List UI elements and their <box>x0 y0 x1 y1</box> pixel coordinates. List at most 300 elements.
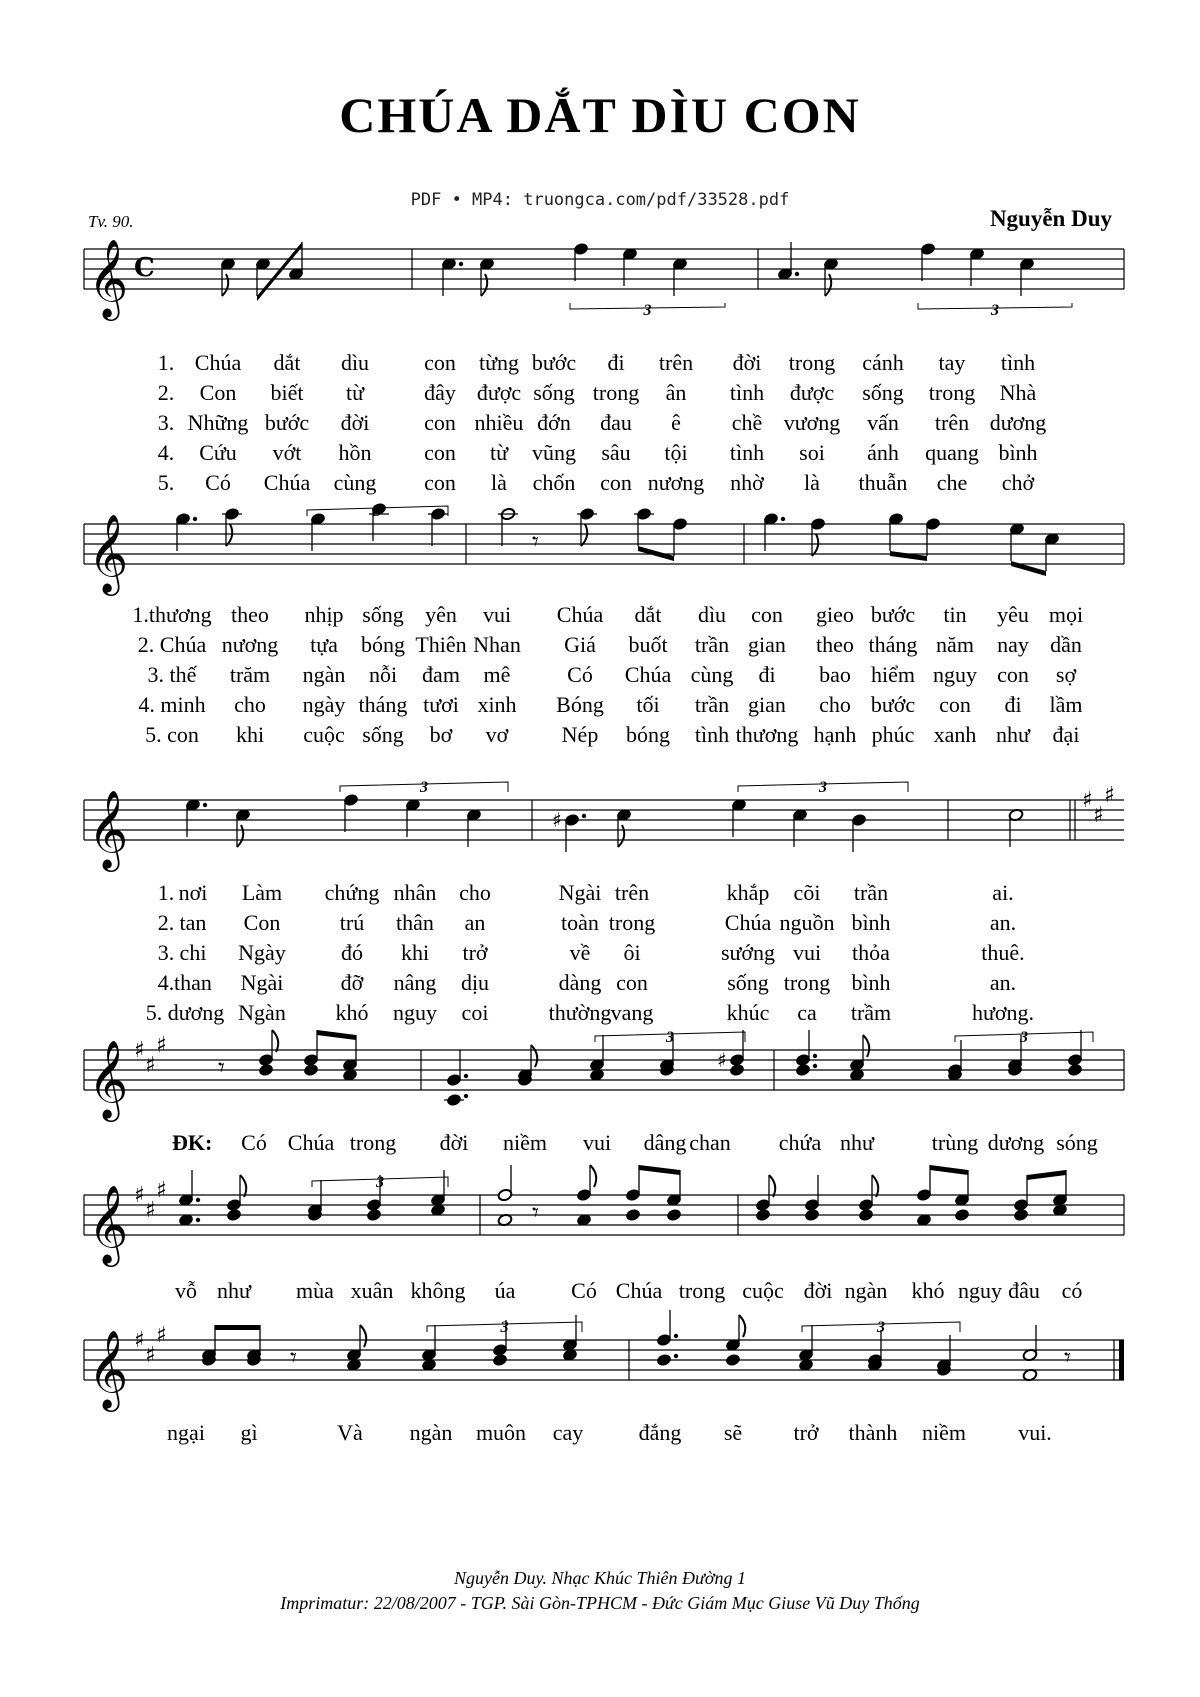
lyric-word: đời <box>803 1278 833 1303</box>
lyric-word: đâu <box>1008 1278 1040 1303</box>
lyric-word: ê <box>671 410 681 435</box>
lyric-word: Bóng <box>556 692 604 717</box>
lyric-word: Làm <box>241 880 283 905</box>
triplet-number: 3 <box>373 503 382 520</box>
verse-2-line-1 <box>0 380 1200 410</box>
lyric-word: yêu <box>997 602 1029 627</box>
note-flag <box>825 274 831 296</box>
augmentation-dot <box>674 1334 678 1338</box>
lyric-word: chi <box>179 940 207 965</box>
lyric-word: nương <box>221 632 279 657</box>
notehead <box>258 1063 273 1076</box>
lyric-word: bóng <box>361 632 405 657</box>
note-flag <box>222 274 228 296</box>
eighth-rest-icon: 𝄾 <box>218 1053 225 1083</box>
triplet-number: 3 <box>500 1319 509 1336</box>
verse-1-line-2 <box>0 602 1200 632</box>
footer-imprimatur: Imprimatur: 22/08/2007 - TGP. Sài Gòn-TPHCM - Đức Giám Mục Giuse Vũ Duy Thống <box>280 1593 920 1613</box>
note-beam <box>930 1165 968 1175</box>
note-flag <box>618 825 624 847</box>
key-sharp-icon: ♯ <box>1082 788 1093 813</box>
lyric-word: trầm <box>850 1000 892 1025</box>
lyric-word: Ngài <box>240 970 284 995</box>
lyric-word: đam <box>422 662 460 687</box>
triplet-number: 3 <box>1020 1029 1028 1046</box>
lyric-word: vỗ <box>175 1278 197 1303</box>
lyric-word: than <box>174 970 212 995</box>
lyric-word: sẽ <box>723 1420 743 1445</box>
lyric-word: nguy <box>393 1000 437 1025</box>
key-sharp-icon: ♯ <box>145 1343 156 1368</box>
lyric-word: cay <box>552 1420 584 1445</box>
lyric-word: sống <box>727 970 769 995</box>
lyric-word: thương <box>735 722 799 747</box>
lyric-word: tươi <box>423 692 459 717</box>
lyric-word: sống <box>362 722 404 747</box>
lyric-word: tình <box>694 722 730 747</box>
lyric-word: dương <box>987 1130 1045 1155</box>
lyric-word: Chúa <box>615 1278 663 1303</box>
verse-2-line-3 <box>0 910 1200 940</box>
lyric-word: bao <box>819 662 851 687</box>
augmentation-dot <box>795 272 799 276</box>
triplet-number: 3 <box>420 779 428 796</box>
notehead <box>366 1208 381 1221</box>
notehead <box>804 1208 819 1221</box>
lyric-word: xinh <box>477 692 517 717</box>
lyric-word: gian <box>748 632 786 657</box>
lyric-word: nơi <box>178 880 208 905</box>
lyric-word: tay <box>938 350 966 375</box>
key-sharp-icon: ♯ <box>1093 803 1104 828</box>
lyric-word: Con <box>199 380 237 405</box>
notehead <box>729 1063 744 1076</box>
triplet-number: 3 <box>376 1174 384 1191</box>
lyric-word: trở <box>793 1420 819 1445</box>
lyric-word: dìu <box>697 602 727 627</box>
lyric-word: chề <box>731 410 763 435</box>
time-signature: C <box>134 253 155 283</box>
lyric-word: trú <box>339 910 365 935</box>
lyric-word: gì <box>240 1420 258 1445</box>
lyric-word: trong <box>678 1278 726 1303</box>
augmentation-dot <box>464 1074 468 1078</box>
lyric-word: đi <box>1004 692 1022 717</box>
lyric-word: Chúa <box>194 350 242 375</box>
lyric-word: nhân <box>393 880 437 905</box>
lyric-word: trên <box>934 410 970 435</box>
lyric-word: Có <box>571 1278 597 1303</box>
lyric-word: ai. <box>992 880 1014 905</box>
lyric-word: Thiên <box>415 632 467 657</box>
lyric-word: con <box>616 970 648 995</box>
lyric-word: ngại <box>167 1420 205 1445</box>
lyric-word: khúc <box>726 1000 770 1025</box>
lyric-word: tình <box>1000 350 1036 375</box>
lyric-word: nương <box>647 470 705 495</box>
psalm-reference: Tv. 90. <box>88 212 134 231</box>
lyric-word: là <box>491 470 507 495</box>
verse-1-line-1 <box>0 350 1200 380</box>
lyric-word: dàng <box>558 970 602 995</box>
lyric-word: như <box>217 1278 251 1303</box>
lyric-word: từ <box>345 380 365 405</box>
augmentation-dot <box>196 1198 200 1202</box>
lyric-word: bình <box>851 970 891 995</box>
lyric-word: có <box>1061 1278 1083 1303</box>
lyric-word: Ngày <box>238 940 286 965</box>
lyric-word: tình <box>729 380 765 405</box>
lyric-word: lầm <box>1049 692 1083 717</box>
note-flag <box>581 524 587 546</box>
lyric-word: ca <box>797 1000 817 1025</box>
note-flag <box>812 534 818 556</box>
note-flag <box>272 1030 278 1052</box>
lyric-word: sống <box>533 380 575 405</box>
note-beam <box>1027 1170 1066 1180</box>
lyric-word: đi <box>607 350 625 375</box>
lyric-word: soi <box>799 440 825 465</box>
lyric-word: 4. minh <box>138 692 206 717</box>
lyric-word: trùng <box>931 1130 979 1155</box>
lyric-word: coi <box>461 1000 489 1025</box>
lyric-word: tối <box>636 692 660 717</box>
lyric-word: đại <box>1052 722 1080 747</box>
lyric-word: Cứu <box>199 440 237 465</box>
lyric-word: Nép <box>561 722 599 747</box>
notehead <box>954 1208 969 1221</box>
verse-3-line-3 <box>0 940 1200 970</box>
lyric-word: bình <box>851 910 891 935</box>
lyric-word: Và <box>337 1420 363 1445</box>
lyric-word: được <box>789 380 835 405</box>
lyric-word: đỡ <box>340 970 364 995</box>
lyric-word: cánh <box>862 350 904 375</box>
triplet-number: 3 <box>991 302 999 319</box>
lyric-word: khó <box>335 1000 369 1025</box>
verse-3-line-2 <box>0 662 1200 692</box>
lyric-word: được <box>476 380 522 405</box>
lyric-word: vớt <box>272 440 302 465</box>
lyric-word: nay <box>997 632 1029 657</box>
lyric-word: hạnh <box>813 722 857 747</box>
lyric-word: con <box>751 602 783 627</box>
lyric-word: thỏa <box>852 940 890 965</box>
lyric-word: khắp <box>726 880 770 905</box>
lyric-word: con <box>424 350 456 375</box>
lyric-word: vấn <box>867 410 899 435</box>
song-title: CHÚA DẮT DÌU CON <box>339 87 861 143</box>
lyric-word: cuộc <box>303 722 345 747</box>
note-flag <box>739 1315 745 1337</box>
lyric-word: hương. <box>971 1000 1035 1025</box>
lyric-word: toàn <box>561 910 599 935</box>
verse-5-line-2 <box>0 722 1200 752</box>
lyric-word: trên <box>658 350 694 375</box>
note-beam <box>1011 561 1046 576</box>
key-sharp-icon: ♯ <box>156 1323 167 1348</box>
note-flag <box>226 524 232 546</box>
key-sharp-icon: ♯ <box>134 1328 145 1353</box>
lyric-word: dần <box>1050 632 1082 657</box>
lyric-word: ngàn <box>409 1420 453 1445</box>
lyric-word: tin <box>943 602 967 627</box>
key-sharp-icon: ♯ <box>134 1038 145 1063</box>
lyric-word: con <box>424 440 456 465</box>
lyric-word: 3. <box>157 410 175 435</box>
lyric-word: úa <box>494 1278 516 1303</box>
notehead <box>1013 1208 1028 1221</box>
staff-system-2 <box>0 484 1200 604</box>
lyric-word: an <box>464 910 486 935</box>
lyric-word: xuân <box>350 1278 394 1303</box>
lyric-word: dắt <box>634 602 662 627</box>
lyric-word: tội <box>664 440 688 465</box>
lyric-word: ngày <box>302 692 346 717</box>
lyric-word: theo <box>816 632 854 657</box>
key-sharp-icon: ♯ <box>145 1198 156 1223</box>
lyric-word: chở <box>1001 470 1035 495</box>
augmentation-dot <box>781 517 785 521</box>
verse-4-line-2 <box>0 692 1200 722</box>
lyric-word: vui <box>482 602 512 627</box>
lyric-word: Những <box>187 410 249 435</box>
lyric-word: thân <box>396 910 434 935</box>
notehead <box>492 1353 507 1366</box>
lyric-word: từng <box>478 350 520 375</box>
lyric-word: dâng <box>643 1130 687 1155</box>
lyric-word: từ <box>489 440 509 465</box>
lyric-word: vui <box>792 940 822 965</box>
lyric-word: Giá <box>564 632 596 657</box>
triplet-number: 3 <box>819 779 827 796</box>
lyric-word: Ngàn <box>238 1000 286 1025</box>
lyric-word: gian <box>748 692 786 717</box>
lyric-word: 4. <box>157 970 175 995</box>
lyric-word: bước <box>870 692 916 717</box>
lyric-word: đời <box>732 350 762 375</box>
lyric-word: hiểm <box>871 662 915 687</box>
triplet-number: 3 <box>877 1319 885 1336</box>
augmentation-dot <box>193 517 197 521</box>
lyric-word: năm <box>936 632 974 657</box>
footer-credit: Nguyễn Duy. Nhạc Khúc Thiên Đường 1 <box>454 1568 746 1588</box>
lyric-word: sướng <box>720 940 776 965</box>
lyric-word: khó <box>911 1278 945 1303</box>
lyric-word: vơ <box>485 722 509 747</box>
lyric-word: muôn <box>475 1420 527 1445</box>
lyric-word: trong <box>928 380 976 405</box>
refrain-line-3 <box>0 1420 1200 1450</box>
lyric-word: vũng <box>532 440 576 465</box>
staff-system-6 <box>0 1300 1200 1420</box>
lyric-word: ngàn <box>302 662 346 687</box>
lyric-word: bước <box>264 410 310 435</box>
notehead <box>666 1208 681 1221</box>
lyric-word: 3. thế <box>147 662 197 687</box>
final-barline <box>1119 1340 1124 1380</box>
lyric-word: sống <box>862 380 904 405</box>
lyric-word: Nhà <box>999 380 1037 405</box>
lyric-word: con <box>424 470 456 495</box>
lyric-word: sống <box>362 602 404 627</box>
lyric-word: chứng <box>324 880 380 905</box>
lyric-word: Có <box>567 662 593 687</box>
treble-clef-icon: 𝄞 <box>88 514 129 593</box>
lyric-word: trong <box>608 910 656 935</box>
lyric-word: 2. <box>157 380 175 405</box>
lyric-word: khi <box>235 722 265 747</box>
augmentation-dot <box>813 1064 817 1068</box>
note-flag <box>769 1175 775 1197</box>
source-link[interactable]: PDF • MP4: truongca.com/pdf/33528.pdf <box>410 190 790 210</box>
notehead <box>795 1063 810 1076</box>
lyric-word: nguy <box>933 662 977 687</box>
lyric-word: chốn <box>532 470 576 495</box>
lyric-word: bơ <box>429 722 453 747</box>
lyric-word: con <box>600 470 632 495</box>
treble-clef-icon: 𝄞 <box>88 1185 129 1264</box>
verse-5-line-1 <box>0 470 1200 500</box>
lyric-word: ánh <box>867 440 899 465</box>
lyric-word: nỗi <box>368 662 398 687</box>
lyric-word: trên <box>614 880 650 905</box>
sharp-accidental-icon: ♯ <box>717 1048 727 1072</box>
lyric-word: 3. <box>157 940 175 965</box>
lyric-word: đắng <box>638 1420 682 1445</box>
lyric-word: yên <box>425 602 457 627</box>
lyric-word: về <box>569 940 591 965</box>
lyric-word: trần <box>853 880 889 905</box>
lyric-word: sóng <box>1056 1130 1098 1155</box>
augmentation-dot <box>459 262 463 266</box>
treble-clef-icon: 𝄞 <box>88 239 129 318</box>
augmentation-dot <box>203 803 207 807</box>
lyric-word: ân <box>665 380 687 405</box>
lyric-word: là <box>804 470 820 495</box>
note-beam <box>639 1165 680 1175</box>
lyric-word: khi <box>400 940 430 965</box>
lyric-word: chan <box>689 1130 731 1155</box>
key-sharp-icon: ♯ <box>145 1053 156 1078</box>
lyric-word: 2. <box>157 910 175 935</box>
lyric-word: con <box>997 662 1029 687</box>
lyric-word: thuẫn <box>858 470 908 495</box>
sharp-accidental-icon: ♯ <box>552 808 562 832</box>
verse-1-line-3 <box>0 880 1200 910</box>
lyric-word: Chúa <box>287 1130 335 1155</box>
lyric-word: nhờ <box>730 470 764 495</box>
lyric-word: trong <box>349 1130 397 1155</box>
lyric-word: bước <box>531 350 577 375</box>
lyric-word: Có <box>205 470 231 495</box>
note-beam <box>890 551 927 561</box>
lyric-word: che <box>936 470 968 495</box>
augmentation-dot <box>196 1218 200 1222</box>
lyric-word: 1.thương <box>132 602 212 627</box>
lyric-word: bình <box>998 440 1038 465</box>
treble-clef-icon: 𝄞 <box>88 1040 129 1119</box>
lyric-word: sợ <box>1055 662 1077 687</box>
lyric-word: chứa <box>778 1130 822 1155</box>
lyric-word: đời <box>439 1130 469 1155</box>
lyric-word: Ngài <box>558 880 602 905</box>
treble-clef-icon: 𝄞 <box>88 1330 129 1409</box>
notehead <box>725 1353 740 1366</box>
lyric-word: 1. <box>157 880 175 905</box>
augmentation-dot <box>674 1354 678 1358</box>
note-flag <box>360 1325 366 1347</box>
lyric-word: cuộc <box>742 1278 784 1303</box>
lyric-word: ôi <box>623 940 641 965</box>
lyric-word: ngàn <box>844 1278 888 1303</box>
lyric-word: như <box>996 722 1030 747</box>
key-sharp-icon: ♯ <box>156 1033 167 1058</box>
lyric-word: buốt <box>628 632 668 657</box>
lyric-word: cho <box>234 692 266 717</box>
lyric-word: quang <box>925 440 979 465</box>
eighth-rest-icon: 𝄾 <box>290 1343 297 1373</box>
note-flag <box>872 1175 878 1197</box>
lyric-word: trở <box>462 940 488 965</box>
lyric-word: an. <box>989 970 1017 995</box>
notehead <box>303 1063 318 1076</box>
lyric-word: con <box>424 410 456 435</box>
lyric-word: theo <box>231 602 269 627</box>
lyric-word: cõi <box>793 880 821 905</box>
lyric-word: phúc <box>871 722 915 747</box>
lyric-word: nhiều <box>474 410 524 435</box>
key-sharp-icon: ♯ <box>134 1183 145 1208</box>
lyric-word: Chúa <box>556 602 604 627</box>
lyric-word: 5. con <box>145 722 199 747</box>
lyric-word: vương <box>783 410 841 435</box>
eighth-rest-icon: 𝄾 <box>532 527 539 557</box>
lyric-word: thường <box>548 1000 612 1025</box>
lyric-word: cho <box>819 692 851 717</box>
lyric-word: mọi <box>1048 602 1084 627</box>
lyric-word: tháng <box>868 632 918 657</box>
lyric-word: trong <box>783 970 831 995</box>
lyric-word: mê <box>483 662 511 687</box>
lyric-word: Có <box>241 1130 267 1155</box>
notehead <box>656 1353 671 1366</box>
lyric-word: 2. Chúa <box>137 632 207 657</box>
note-flag <box>531 1045 537 1067</box>
lyric-word: an. <box>989 910 1017 935</box>
lyric-word: mùa <box>296 1278 334 1303</box>
lyric-word: 5. dương <box>145 1000 225 1025</box>
lyric-word: vui <box>582 1130 612 1155</box>
verse-3-line-1 <box>0 410 1200 440</box>
verse-2-line-2 <box>0 632 1200 662</box>
lyric-word: bóng <box>626 722 670 747</box>
lyric-word: Chúa <box>263 470 311 495</box>
lyric-word: Chúa <box>624 662 672 687</box>
lyric-word: tháng <box>358 692 408 717</box>
refrain-line-1 <box>0 1130 1200 1160</box>
lyric-word: 1. <box>157 350 175 375</box>
lyric-word: bước <box>870 602 916 627</box>
lyric-word: thuê. <box>981 940 1025 965</box>
augmentation-dot <box>464 1094 468 1098</box>
lyric-word: hồn <box>338 440 372 465</box>
note-flag <box>240 1175 246 1197</box>
lyric-word: đây <box>424 380 456 405</box>
eighth-rest-icon: 𝄾 <box>532 1198 539 1228</box>
lyric-word: đời <box>340 410 370 435</box>
lyric-word: tình <box>729 440 765 465</box>
